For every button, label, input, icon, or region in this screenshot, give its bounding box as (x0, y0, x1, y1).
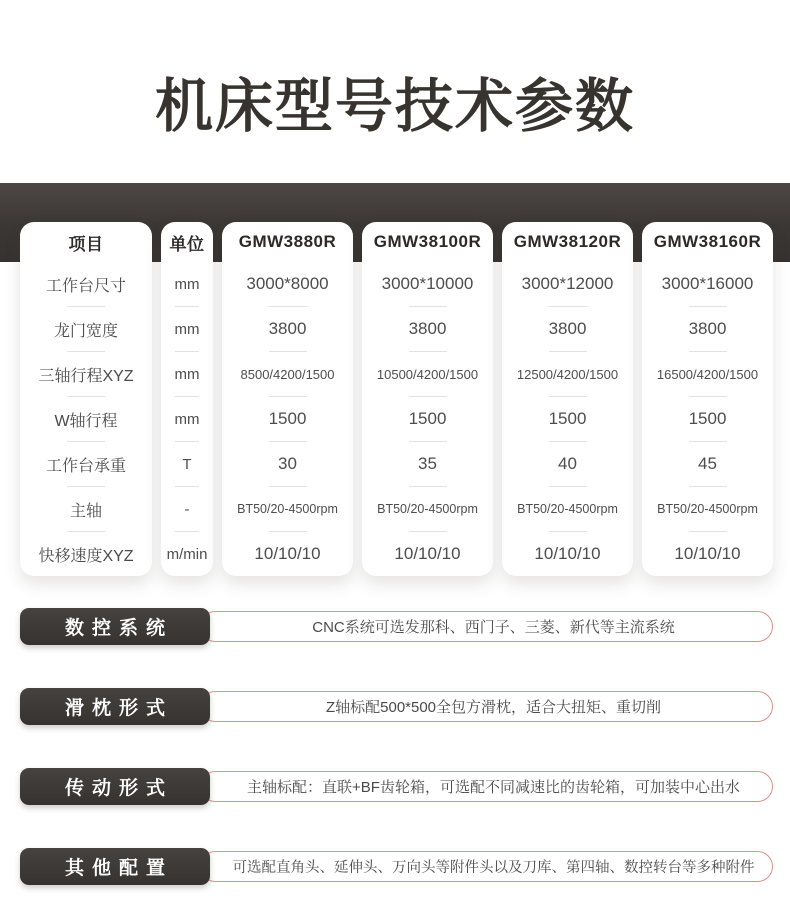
value-cell: BT50/20-4500rpm (237, 502, 338, 516)
section-text-box (200, 611, 773, 642)
value-cell: 10500/4200/1500 (376, 366, 479, 382)
section-text-box (200, 691, 773, 722)
section-other-config (0, 848, 790, 885)
value-cell: 40 (558, 454, 577, 473)
column-header-model: GMW38120R (513, 232, 622, 251)
unit-cell: mm (174, 320, 200, 338)
value-cell: 45 (698, 454, 717, 473)
value-cell: 10/10/10 (674, 544, 741, 563)
value-cell: 10/10/10 (254, 544, 321, 563)
value-cell: 3000*10000 (381, 274, 474, 293)
unit-cell: mm (174, 275, 200, 293)
value-cell: BT50/20-4500rpm (657, 502, 758, 516)
column-header-model: GMW38100R (373, 232, 482, 251)
section-transmission (0, 768, 790, 805)
value-cell: 3800 (408, 319, 447, 338)
row-label: 快移速度XYZ (38, 547, 134, 565)
section-text-box (200, 771, 773, 802)
column-model-gmw38160r (642, 222, 773, 576)
row-label: 工作台尺寸 (45, 277, 126, 295)
page-title: 机床型号技术参数 (154, 74, 635, 139)
value-cell: 1500 (268, 409, 307, 428)
spec-table (20, 222, 773, 576)
section-text-box (200, 851, 773, 882)
value-cell: BT50/20-4500rpm (377, 502, 478, 516)
column-model-gmw38100r (362, 222, 493, 576)
column-model-gmw3880r (222, 222, 353, 576)
unit-cell: T (182, 455, 192, 473)
value-cell: 3000*16000 (661, 274, 754, 293)
row-label: 工作台承重 (45, 457, 126, 475)
value-cell: BT50/20-4500rpm (517, 502, 618, 516)
section-label: 传动形式 (20, 768, 210, 805)
row-label: W轴行程 (54, 412, 118, 430)
column-item (20, 222, 152, 576)
column-unit (161, 222, 213, 576)
value-cell: 3000*8000 (246, 274, 329, 293)
value-cell: 30 (278, 454, 297, 473)
value-cell: 8500/4200/1500 (240, 366, 335, 382)
section-label: 滑枕形式 (20, 688, 210, 725)
section-text: Z轴标配500*500全包方滑枕，适合大扭矩、重切削 (325, 699, 662, 716)
value-cell: 35 (418, 454, 437, 473)
unit-cell: m/min (166, 545, 208, 563)
value-cell: 3800 (268, 319, 307, 338)
unit-cell: mm (174, 365, 200, 383)
row-label: 主轴 (69, 502, 102, 520)
column-header-item: 项目 (68, 234, 104, 254)
value-cell: 12500/4200/1500 (516, 366, 619, 382)
value-cell: 10/10/10 (394, 544, 461, 563)
section-label: 数控系统 (20, 608, 210, 645)
value-cell: 3800 (548, 319, 587, 338)
section-ram-type (0, 688, 790, 725)
value-cell: 16500/4200/1500 (656, 366, 759, 382)
section-text: 主轴标配：直联+BF齿轮箱，可选配不同减速比的齿轮箱，可加装中心出水 (247, 779, 740, 796)
section-text: CNC系统可选发那科、西门子、三菱、新代等主流系统 (312, 619, 675, 636)
value-cell: 1500 (408, 409, 447, 428)
value-cell: 3000*12000 (521, 274, 614, 293)
value-cell: 1500 (548, 409, 587, 428)
column-header-unit: 单位 (169, 234, 205, 254)
section-text: 可选配直角头、延伸头、万向头等附件头以及刀库、第四轴、数控转台等多种附件 (232, 860, 755, 876)
column-model-gmw38120r (502, 222, 633, 576)
column-header-model: GMW3880R (238, 232, 337, 251)
unit-cell: - (184, 500, 190, 518)
value-cell: 3800 (688, 319, 727, 338)
value-cell: 10/10/10 (534, 544, 601, 563)
section-label: 其他配置 (20, 848, 210, 885)
row-label: 龙门宽度 (53, 322, 118, 340)
unit-cell: mm (174, 410, 200, 428)
section-cnc-system (0, 608, 790, 645)
row-label: 三轴行程XYZ (38, 367, 134, 385)
column-header-model: GMW38160R (653, 232, 762, 251)
value-cell: 1500 (688, 409, 727, 428)
